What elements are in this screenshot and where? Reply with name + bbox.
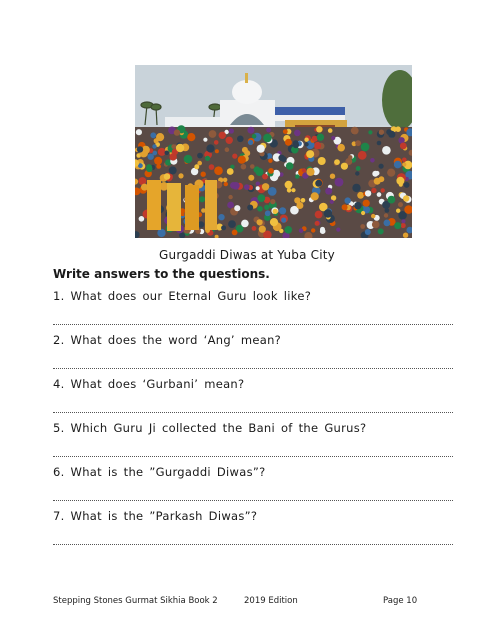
question-number: 6. — [53, 465, 65, 479]
question-2 — [53, 333, 281, 347]
footer-edition: 2019 Edition — [244, 596, 298, 606]
answer-line-6[interactable] — [53, 500, 453, 501]
gurgaddi-diwas-photo — [135, 65, 412, 238]
question-number: 2. — [53, 333, 65, 347]
question-4 — [53, 377, 244, 391]
question-number: 5. — [53, 421, 65, 435]
answer-line-5[interactable] — [53, 456, 453, 457]
answer-line-4[interactable] — [53, 412, 453, 413]
photo-caption: Gurgaddi Diwas at Yuba City — [159, 248, 335, 262]
answer-line-1[interactable] — [53, 324, 453, 325]
question-number: 1. — [53, 289, 65, 303]
answer-line-2[interactable] — [53, 368, 453, 369]
question-5 — [53, 421, 366, 435]
footer-book-title: Stepping Stones Gurmat Sikhia Book 2 — [53, 596, 218, 606]
question-text: What is the ”Gurgaddi Diwas”? — [70, 465, 266, 479]
question-text: What does ‘Gurbani’ mean? — [70, 377, 245, 391]
question-6 — [53, 465, 266, 479]
question-number: 4. — [53, 377, 65, 391]
question-text: What does our Eternal Guru look like? — [70, 289, 312, 303]
answer-line-7[interactable] — [53, 544, 453, 545]
question-7 — [53, 509, 257, 523]
footer-page-number: Page 10 — [383, 596, 418, 606]
question-text: What is the ”Parkash Diwas”? — [70, 509, 258, 523]
question-1 — [53, 289, 311, 303]
question-number: 7. — [53, 509, 65, 523]
section-heading: Write answers to the questions. — [53, 267, 270, 281]
question-text: Which Guru Ji collected the Bani of the Gurus? — [70, 421, 367, 435]
question-text: What does the word ‘Ang’ mean? — [70, 333, 282, 347]
